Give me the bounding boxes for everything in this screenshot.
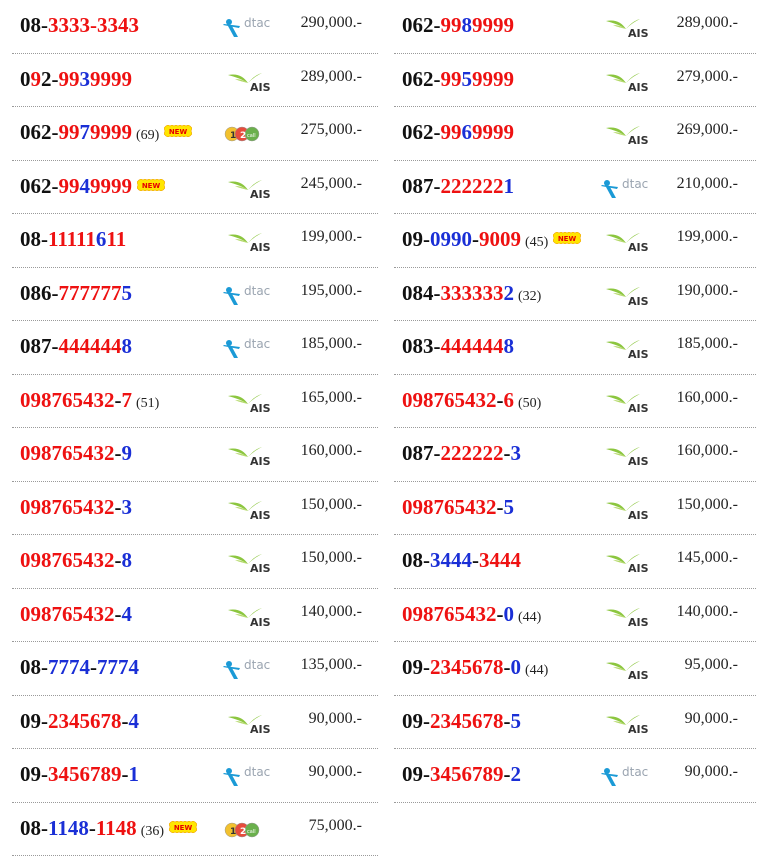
listing-row <box>0 214 770 268</box>
phone-number-segment: 222222 <box>441 174 504 198</box>
svg-text:call: call <box>247 133 256 139</box>
phone-number-segment: 99 <box>441 13 462 37</box>
svg-text:AIS: AIS <box>628 616 649 628</box>
phone-listing-item[interactable] <box>394 696 756 750</box>
svg-text:AIS: AIS <box>628 295 649 307</box>
phone-number[interactable] <box>402 761 521 787</box>
phone-number[interactable] <box>20 654 139 680</box>
price: 195,000.- <box>272 282 362 300</box>
digit-sum: (44) <box>518 610 541 625</box>
phone-number-segment: 3 <box>122 495 133 519</box>
svg-text:dtac: dtac <box>244 284 270 298</box>
listing-row <box>0 535 770 589</box>
svg-text:AIS: AIS <box>628 509 649 521</box>
listing-row <box>0 268 770 322</box>
phone-number[interactable] <box>20 708 139 734</box>
price: 150,000.- <box>272 549 362 567</box>
phone-number[interactable] <box>402 280 541 310</box>
price: 90,000.- <box>648 763 738 781</box>
phone-number[interactable] <box>402 654 548 684</box>
phone-number-segment: 5 <box>462 67 473 91</box>
digit-sum: (36) <box>141 824 164 839</box>
phone-number-segment: 4 <box>129 709 140 733</box>
phone-number-segment: - <box>504 441 511 465</box>
phone-number-segment: 8 <box>504 334 515 358</box>
listing-row <box>0 642 770 696</box>
phone-number-segment: 062- <box>402 67 441 91</box>
price: 160,000.- <box>272 442 362 460</box>
price: 165,000.- <box>272 389 362 407</box>
phone-number[interactable] <box>402 173 514 199</box>
phone-listing-item[interactable] <box>394 214 756 268</box>
phone-listing-item[interactable] <box>394 589 756 643</box>
phone-listing-item[interactable] <box>394 107 756 161</box>
svg-text:AIS: AIS <box>250 188 271 200</box>
svg-text:AIS: AIS <box>628 455 649 467</box>
phone-number[interactable] <box>20 387 159 417</box>
phone-number-segment: 5 <box>511 709 522 733</box>
digit-sum: (45) <box>525 235 548 250</box>
phone-number[interactable] <box>20 440 132 466</box>
phone-listing-item[interactable] <box>12 482 378 536</box>
listing-row <box>0 696 770 750</box>
phone-listing-item[interactable] <box>12 268 378 322</box>
price: 75,000.- <box>272 817 362 835</box>
svg-text:AIS: AIS <box>628 562 649 574</box>
phone-number-segment: 08- <box>20 227 48 251</box>
price: 90,000.- <box>272 710 362 728</box>
phone-listing-item[interactable] <box>394 535 756 589</box>
phone-listing-item[interactable] <box>12 535 378 589</box>
digit-sum: (32) <box>518 289 541 304</box>
svg-text:2: 2 <box>240 131 246 141</box>
svg-text:2: 2 <box>240 827 246 837</box>
phone-number[interactable] <box>402 440 521 466</box>
digit-sum: (44) <box>525 663 548 678</box>
phone-number[interactable] <box>402 119 514 145</box>
listing-row <box>0 54 770 108</box>
phone-number[interactable] <box>402 601 541 631</box>
phone-number-segment: 7 <box>80 120 91 144</box>
phone-number-segment: - <box>497 602 504 626</box>
phone-number[interactable] <box>20 815 197 845</box>
svg-text:AIS: AIS <box>250 81 271 93</box>
phone-number-segment: 6 <box>96 227 107 251</box>
phone-number-segment: - <box>90 655 97 679</box>
phone-number[interactable] <box>402 333 514 359</box>
phone-number-segment: 3 <box>80 67 91 91</box>
phone-listing-item[interactable] <box>12 0 378 54</box>
svg-text:AIS: AIS <box>250 455 271 467</box>
phone-number-segment: 444444 <box>59 334 122 358</box>
phone-number[interactable] <box>402 12 514 38</box>
phone-number-segment: 99 <box>59 120 80 144</box>
svg-text:AIS: AIS <box>628 81 649 93</box>
phone-number-segment: 7774 <box>97 655 139 679</box>
phone-number-segment: 062- <box>402 120 441 144</box>
price: 150,000.- <box>648 496 738 514</box>
phone-number-segment: 1 <box>129 762 140 786</box>
phone-number-segment: 8 <box>462 13 473 37</box>
phone-number-segment: 087- <box>402 441 441 465</box>
phone-number-segment: 087- <box>402 174 441 198</box>
listing-row <box>0 482 770 536</box>
phone-number[interactable] <box>20 119 192 149</box>
phone-listing-item[interactable] <box>394 642 756 696</box>
digit-sum: (69) <box>136 128 159 143</box>
price: 140,000.- <box>648 603 738 621</box>
svg-text:NEW: NEW <box>169 128 188 136</box>
price: 275,000.- <box>272 121 362 139</box>
phone-number-segment: 2 <box>511 762 522 786</box>
phone-number-segment: 6 <box>504 388 515 412</box>
phone-number-segment: 4 <box>122 602 133 626</box>
svg-text:dtac: dtac <box>244 16 270 30</box>
price: 245,000.- <box>272 175 362 193</box>
new-badge-icon <box>169 821 197 833</box>
phone-number-segment: 222222 <box>441 441 504 465</box>
phone-number-segment: 09- <box>20 762 48 786</box>
phone-number[interactable] <box>20 601 132 627</box>
phone-number[interactable] <box>402 387 541 417</box>
phone-number-segment: 083- <box>402 334 441 358</box>
phone-number-segment: 0 <box>504 602 515 626</box>
phone-number-segment: - <box>504 655 511 679</box>
price: 145,000.- <box>648 549 738 567</box>
phone-listing-item[interactable] <box>12 749 378 803</box>
phone-number-segment: 0990 <box>430 227 472 251</box>
price: 190,000.- <box>648 282 738 300</box>
svg-text:AIS: AIS <box>628 134 649 146</box>
phone-number-segment: 9999 <box>472 120 514 144</box>
phone-number-segment: 3444 <box>479 548 521 572</box>
phone-number[interactable] <box>20 173 165 199</box>
phone-number-segment: 5 <box>504 495 515 519</box>
phone-number-segment: 3333-334 <box>48 13 129 37</box>
phone-number-segment: - <box>89 816 96 840</box>
phone-listing-item[interactable] <box>12 642 378 696</box>
price: 279,000.- <box>648 68 738 86</box>
phone-number-segment: 2345678 <box>430 655 504 679</box>
phone-number-segment: 062- <box>20 120 59 144</box>
phone-number[interactable] <box>20 280 132 306</box>
phone-number-segment: 3456789 <box>48 762 122 786</box>
price: 185,000.- <box>272 335 362 353</box>
phone-number-segment: 098765432 <box>20 441 115 465</box>
phone-number[interactable] <box>20 547 132 573</box>
svg-text:AIS: AIS <box>250 562 271 574</box>
svg-text:1: 1 <box>230 827 236 837</box>
phone-number-segment: 098765432 <box>20 548 115 572</box>
listing-row <box>0 749 770 803</box>
phone-number-segment: 444444 <box>441 334 504 358</box>
svg-text:AIS: AIS <box>628 669 649 681</box>
phone-number-segment: 08- <box>20 816 48 840</box>
phone-number-segment: 09- <box>402 655 430 679</box>
phone-number-segment: 8 <box>122 334 133 358</box>
phone-number-segment: - <box>497 495 504 519</box>
price: 160,000.- <box>648 389 738 407</box>
phone-number-segment: 087- <box>20 334 59 358</box>
phone-number-segment: 3 <box>511 441 522 465</box>
phone-number[interactable] <box>402 226 581 256</box>
phone-number[interactable] <box>20 66 132 92</box>
listing-row <box>0 589 770 643</box>
phone-listing-item[interactable] <box>394 428 756 482</box>
phone-listing-item[interactable] <box>394 375 756 429</box>
phone-number-segment: 09- <box>402 709 430 733</box>
svg-text:dtac: dtac <box>244 337 270 351</box>
phone-number-segment: - <box>115 548 122 572</box>
svg-text:AIS: AIS <box>628 241 649 253</box>
phone-number-segment: 99 <box>441 120 462 144</box>
listing-row <box>0 428 770 482</box>
phone-number-segment: 2 <box>504 281 515 305</box>
listing-row <box>0 161 770 215</box>
listing-row <box>0 375 770 429</box>
svg-text:AIS: AIS <box>250 723 271 735</box>
phone-number-segment: - <box>115 602 122 626</box>
phone-listing-item[interactable] <box>394 161 756 215</box>
phone-number-segment: 098765432 <box>402 602 497 626</box>
phone-number-segment: 098765432 <box>20 602 115 626</box>
phone-number-segment: 1148 <box>96 816 137 840</box>
phone-number-segment: 6 <box>462 120 473 144</box>
svg-text:1: 1 <box>230 131 236 141</box>
phone-number-segment: - <box>472 548 479 572</box>
phone-number-segment: 9 <box>31 67 42 91</box>
phone-number-segment: - <box>122 709 129 733</box>
phone-listing-item[interactable] <box>12 214 378 268</box>
phone-listing-item[interactable] <box>394 268 756 322</box>
svg-text:NEW: NEW <box>174 824 193 832</box>
price: 289,000.- <box>272 68 362 86</box>
listing-row <box>0 0 770 54</box>
phone-number-segment: - <box>497 388 504 412</box>
phone-number[interactable] <box>20 761 139 787</box>
phone-number-segment: 09- <box>402 227 430 251</box>
price: 290,000.- <box>272 14 362 32</box>
phone-number[interactable] <box>402 494 514 520</box>
phone-number-segment: 11 <box>106 227 126 251</box>
price: 90,000.- <box>648 710 738 728</box>
svg-text:dtac: dtac <box>244 765 270 779</box>
svg-text:dtac: dtac <box>622 177 648 191</box>
phone-listing-item[interactable] <box>12 589 378 643</box>
phone-listing-item[interactable] <box>394 482 756 536</box>
phone-number[interactable] <box>402 66 514 92</box>
price: 95,000.- <box>648 656 738 674</box>
phone-number-segment: 4 <box>80 174 91 198</box>
phone-number-segment: 098765432 <box>402 388 497 412</box>
phone-number[interactable] <box>20 226 126 252</box>
svg-text:AIS: AIS <box>628 348 649 360</box>
phone-listing-item[interactable] <box>12 428 378 482</box>
listing-row <box>0 107 770 161</box>
phone-number-segment: 3456789 <box>430 762 504 786</box>
phone-number-segment: 098765432 <box>402 495 497 519</box>
phone-number-segment: 7774 <box>48 655 90 679</box>
svg-text:AIS: AIS <box>250 509 271 521</box>
new-badge-icon <box>164 125 192 137</box>
phone-number[interactable] <box>20 333 132 359</box>
phone-number-segment: 08- <box>402 548 430 572</box>
price: 150,000.- <box>272 496 362 514</box>
phone-listing-item[interactable] <box>12 803 378 856</box>
phone-number-segment: 11111 <box>48 227 96 251</box>
phone-number-segment: 084- <box>402 281 441 305</box>
phone-number-segment: 9 <box>122 441 133 465</box>
price: 135,000.- <box>272 656 362 674</box>
phone-number-segment: 9999 <box>472 13 514 37</box>
phone-listing-item[interactable] <box>12 375 378 429</box>
phone-number-segment: 8 <box>122 548 133 572</box>
phone-number[interactable] <box>20 12 139 38</box>
new-badge-icon <box>553 232 581 244</box>
svg-text:call: call <box>247 829 256 835</box>
phone-listing-item[interactable] <box>394 54 756 108</box>
phone-number-segment: - <box>504 709 511 733</box>
phone-listing-item[interactable] <box>12 696 378 750</box>
phone-number-segment: - <box>115 495 122 519</box>
phone-number-segment: 9999 <box>90 174 132 198</box>
phone-number[interactable] <box>402 547 521 573</box>
phone-number-segment: 08- <box>20 13 48 37</box>
phone-number-segment: 2345678 <box>48 709 122 733</box>
phone-number-segment: 777777 <box>59 281 122 305</box>
svg-text:AIS: AIS <box>628 27 649 39</box>
digit-sum: (51) <box>136 396 159 411</box>
phone-number-segment: 098765432 <box>20 495 115 519</box>
price: 140,000.- <box>272 603 362 621</box>
price: 289,000.- <box>648 14 738 32</box>
phone-number-segment: - <box>472 227 479 251</box>
phone-listing-item[interactable] <box>12 161 378 215</box>
svg-text:AIS: AIS <box>250 241 271 253</box>
phone-number-segment: 062- <box>402 13 441 37</box>
phone-number-segment: 086- <box>20 281 59 305</box>
phone-number-segment: - <box>115 388 122 412</box>
price: 269,000.- <box>648 121 738 139</box>
phone-number-segment: 9999 <box>90 67 132 91</box>
svg-text:dtac: dtac <box>622 765 648 779</box>
phone-number-segment: 9999 <box>472 67 514 91</box>
phone-number-segment: 062- <box>20 174 59 198</box>
svg-text:AIS: AIS <box>250 402 271 414</box>
phone-number-segment: - <box>504 762 511 786</box>
phone-number-segment: 333333 <box>441 281 504 305</box>
phone-number-segment: 09- <box>20 709 48 733</box>
phone-number-segment: 7 <box>122 388 133 412</box>
price: 160,000.- <box>648 442 738 460</box>
svg-text:NEW: NEW <box>142 182 161 190</box>
phone-number-segment: 3444 <box>430 548 472 572</box>
phone-listing-item[interactable] <box>12 107 378 161</box>
phone-number-segment: 9009 <box>479 227 521 251</box>
phone-number-segment: 2345678 <box>430 709 504 733</box>
phone-number-segment: 99 <box>59 67 80 91</box>
phone-number-segment: 08- <box>20 655 48 679</box>
phone-listing-item[interactable] <box>394 749 756 803</box>
phone-number-segment: 09- <box>402 762 430 786</box>
svg-text:NEW: NEW <box>558 235 577 243</box>
phone-listing-item[interactable] <box>12 321 378 375</box>
svg-text:dtac: dtac <box>244 658 270 672</box>
listing-row <box>0 803 770 856</box>
digit-sum: (50) <box>518 396 541 411</box>
phone-number-segment: 2- <box>41 67 59 91</box>
phone-number-segment: 9999 <box>90 120 132 144</box>
svg-text:AIS: AIS <box>628 402 649 414</box>
phone-number-segment: 3 <box>129 13 140 37</box>
phone-number-segment: - <box>122 762 129 786</box>
phone-number-segment: 0 <box>511 655 522 679</box>
price: 210,000.- <box>648 175 738 193</box>
phone-number[interactable] <box>20 494 132 520</box>
svg-text:AIS: AIS <box>250 616 271 628</box>
price: 185,000.- <box>648 335 738 353</box>
phone-listing-item[interactable] <box>394 321 756 375</box>
phone-number-segment: 1148 <box>48 816 89 840</box>
phone-number-segment: - <box>115 441 122 465</box>
listing-row <box>0 321 770 375</box>
new-badge-icon <box>137 179 165 191</box>
phone-listing-item[interactable] <box>12 54 378 108</box>
phone-listing-item[interactable] <box>394 0 756 54</box>
phone-number-segment: 99 <box>441 67 462 91</box>
phone-number-segment: 098765432 <box>20 388 115 412</box>
phone-number[interactable] <box>402 708 521 734</box>
price: 90,000.- <box>272 763 362 781</box>
phone-number-segment: 1 <box>504 174 515 198</box>
phone-number-segment: 99 <box>59 174 80 198</box>
price: 199,000.- <box>272 228 362 246</box>
phone-number-segment: 5 <box>122 281 133 305</box>
phone-number-segment: 0 <box>20 67 31 91</box>
svg-text:AIS: AIS <box>628 723 649 735</box>
price: 199,000.- <box>648 228 738 246</box>
